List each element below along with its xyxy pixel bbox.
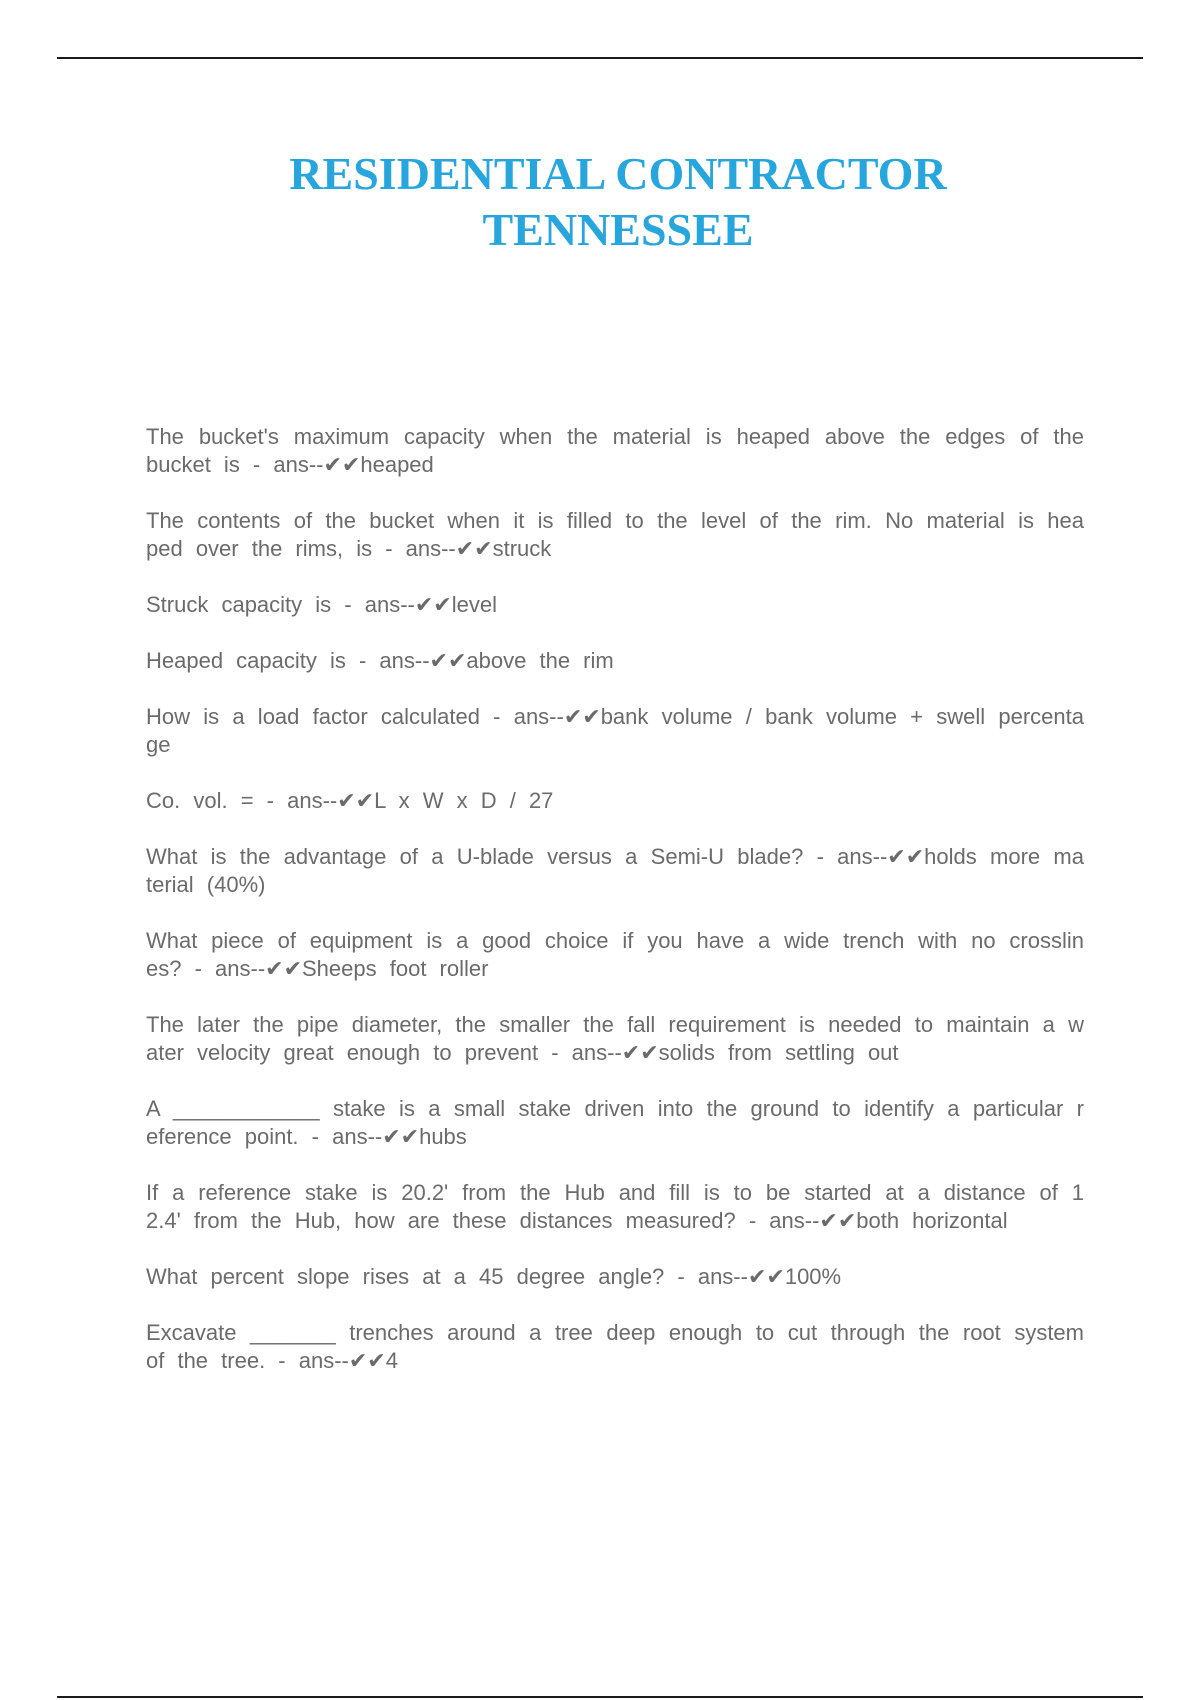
qa-item: The later the pipe diameter, the smaller the fall requirement is needed to maintain a water velocity great enough to prevent - ans--✔✔solids from settling out (146, 1012, 1084, 1065)
qa-item: What piece of equipment is a good choice if you have a wide trench with no crosslines? - ans--✔✔Sheeps foot roller (146, 928, 1084, 981)
qa-item: A ____________ stake is a small stake driven into the ground to identify a particular reference point. - ans--✔✔hubs (146, 1096, 1084, 1149)
qa-item: The contents of the bucket when it is filled to the level of the rim. No material is heaped over the rims, is - ans--✔✔struck (146, 508, 1084, 561)
qa-item: The bucket's maximum capacity when the material is heaped above the edges of the bucket is - ans--✔✔heaped (146, 424, 1084, 477)
qa-item: How is a load factor calculated - ans--✔✔bank volume / bank volume + swell percentage (146, 704, 1084, 757)
page-title (0, 146, 1200, 258)
top-divider (57, 57, 1143, 59)
qa-item: Co. vol. = - ans--✔✔L x W x D / 27 (146, 788, 554, 813)
qa-item: Struck capacity is - ans--✔✔level (146, 592, 497, 617)
qa-item: Heaped capacity is - ans--✔✔above the rim (146, 648, 614, 673)
qa-item: What percent slope rises at a 45 degree angle? - ans--✔✔100% (146, 1264, 842, 1289)
qa-item: Excavate _______ trenches around a tree deep enough to cut through the root system of the tree. - ans--✔✔4 (146, 1320, 1084, 1373)
title-line-1: RESIDENTIAL CONTRACTOR (289, 148, 947, 199)
title-line-2: TENNESSEE (482, 204, 754, 255)
qa-item: What is the advantage of a U-blade versus a Semi-U blade? - ans--✔✔holds more material (40%) (146, 844, 1084, 897)
question-answer-list (146, 423, 1084, 1403)
bottom-divider (57, 1696, 1143, 1698)
qa-item: If a reference stake is 20.2' from the Hub and fill is to be started at a distance of 12.4' from the Hub, how are these distances measured? - ans--✔✔both horizontal (146, 1180, 1084, 1233)
